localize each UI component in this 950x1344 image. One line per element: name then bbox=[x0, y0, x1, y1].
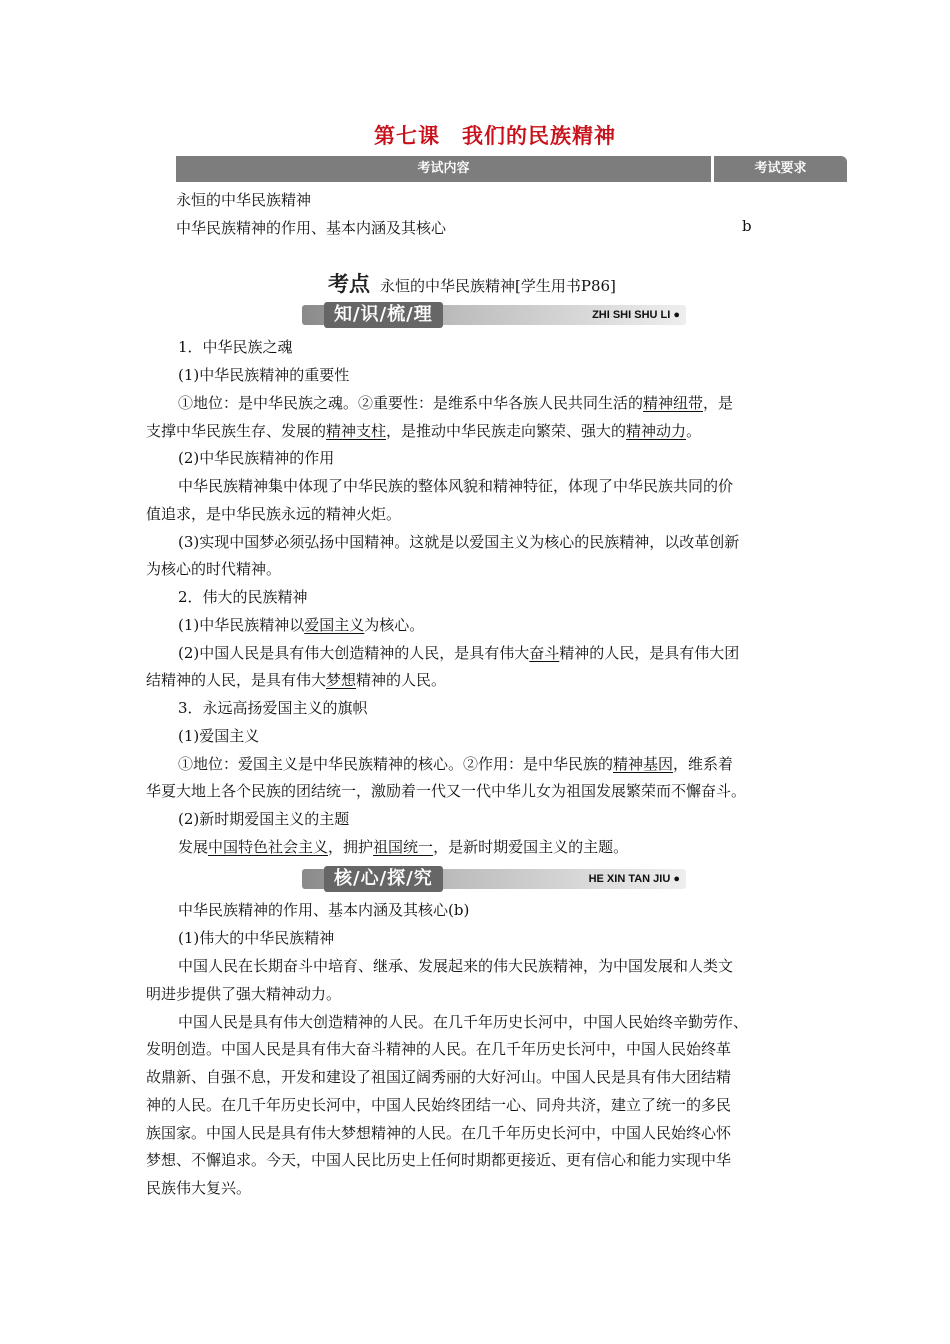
sub-heading: (2)新时期爱国主义的主题 bbox=[178, 810, 350, 828]
paragraph-line: 故鼎新、自强不息，开发和建设了祖国辽阔秀丽的大好河山。中国人民是具有伟大团结精 bbox=[146, 1068, 732, 1086]
paragraph-line: 华夏大地上各个民族的团结统一，激励着一代又一代中华儿女为祖国发展繁荣而不懈奋斗。 bbox=[146, 782, 747, 800]
underlined-term: 梦想 bbox=[326, 671, 357, 689]
exam-requirement-header: 考试要求 bbox=[714, 156, 847, 182]
exam-content-header: 考试内容 bbox=[176, 156, 711, 182]
exam-table-header bbox=[176, 156, 847, 182]
banner-english: ZHI SHI SHU LI ● bbox=[592, 309, 680, 321]
paragraph-line: 中华民族精神集中体现了中华民族的整体风貌和精神特征，体现了中华民族共同的价 bbox=[178, 477, 734, 495]
underlined-term: 中国特色社会主义 bbox=[208, 838, 329, 856]
paragraph-line: 中国人民在长期奋斗中培育、继承、发展起来的伟大民族精神，为中国发展和人类文 bbox=[178, 957, 734, 975]
paragraph-line: 为核心的时代精神。 bbox=[146, 560, 282, 578]
lesson-title: 第七课 我们的民族精神 bbox=[374, 123, 616, 148]
paragraph-line: 发明创造。中国人民是具有伟大奋斗精神的人民。在几千年历史长河中，中国人民始终革 bbox=[146, 1040, 732, 1058]
paragraph-line: ①地位：爱国主义是中华民族精神的核心。②作用：是中华民族的精神基因，维系着 bbox=[178, 755, 734, 773]
sub-heading: (2)中华民族精神的作用 bbox=[178, 449, 335, 467]
exam-row-requirement: b bbox=[742, 217, 752, 235]
exam-row-content: 永恒的中华民族精神 bbox=[176, 191, 312, 209]
paragraph-line: 中国人民是具有伟大创造精神的人民。在几千年历史长河中，中国人民始终辛勤劳作、 bbox=[178, 1013, 749, 1031]
kaodian-text: 永恒的中华民族精神[学生用书P86] bbox=[380, 277, 616, 295]
paragraph-line: 发展中国特色社会主义，拥护祖国统一，是新时期爱国主义的主题。 bbox=[178, 838, 629, 856]
paragraph-line: 值追求，是中华民族永远的精神火炬。 bbox=[146, 505, 402, 523]
paragraph-line: (1)中华民族精神以爱国主义为核心。 bbox=[178, 616, 425, 634]
underlined-term: 精神纽带 bbox=[643, 394, 704, 412]
paragraph-line: 支撑中华民族生存、发展的精神支柱，是推动中华民族走向繁荣、强大的精神动力。 bbox=[146, 422, 702, 440]
underlined-term: 精神支柱 bbox=[326, 422, 387, 440]
banner-label: 知/识/梳/理 bbox=[324, 302, 443, 328]
kaodian-heading bbox=[328, 268, 616, 298]
sub-heading: (1)伟大的中华民族精神 bbox=[178, 929, 335, 947]
paragraph-line: 民族伟大复兴。 bbox=[146, 1179, 252, 1197]
underlined-term: 精神动力 bbox=[626, 422, 687, 440]
exam-row-content: 中华民族精神的作用、基本内涵及其核心 bbox=[176, 219, 447, 237]
paragraph-line: (2)中国人民是具有伟大创造精神的人民，是具有伟大奋斗精神的人民，是具有伟大团 bbox=[178, 644, 740, 662]
underlined-term: 爱国主义 bbox=[304, 616, 365, 634]
banner-english: HE XIN TAN JIU ● bbox=[588, 873, 680, 885]
heading-3: 3．永远高扬爱国主义的旗帜 bbox=[178, 699, 368, 717]
kaodian-label: 考点 bbox=[328, 272, 370, 296]
paragraph-line: 族国家。中国人民是具有伟大梦想精神的人民。在几千年历史长河中，中国人民始终心怀 bbox=[146, 1124, 732, 1142]
heading-1: 1．中华民族之魂 bbox=[178, 338, 293, 356]
paragraph-line: 结精神的人民，是具有伟大梦想精神的人民。 bbox=[146, 671, 447, 689]
underlined-term: 精神基因 bbox=[613, 755, 674, 773]
sub-heading: (1)爱国主义 bbox=[178, 727, 260, 745]
banner-label: 核/心/探/究 bbox=[324, 866, 443, 892]
paragraph-line: 明进步提供了强大精神动力。 bbox=[146, 985, 342, 1003]
paragraph-line: 梦想、不懈追求。今天，中国人民比历史上任何时期都更接近、更有信心和能力实现中华 bbox=[146, 1151, 732, 1169]
paragraph-line: 神的人民。在几千年历史长河中，中国人民始终团结一心、同舟共济，建立了统一的多民 bbox=[146, 1096, 732, 1114]
sub-heading: (1)中华民族精神的重要性 bbox=[178, 366, 350, 384]
topic-line: 中华民族精神的作用、基本内涵及其核心(b) bbox=[178, 901, 470, 919]
paragraph-line: ①地位：是中华民族之魂。②重要性：是维系中华各族人民共同生活的精神纽带，是 bbox=[178, 394, 734, 412]
section-banner-core bbox=[302, 866, 686, 892]
paragraph-line: (3)实现中国梦必须弘扬中国精神。这就是以爱国主义为核心的民族精神，以改革创新 bbox=[178, 533, 740, 551]
underlined-term: 奋斗 bbox=[529, 644, 560, 662]
section-banner-knowledge bbox=[302, 302, 686, 328]
underlined-term: 祖国统一 bbox=[373, 838, 434, 856]
heading-2: 2．伟大的民族精神 bbox=[178, 588, 308, 606]
